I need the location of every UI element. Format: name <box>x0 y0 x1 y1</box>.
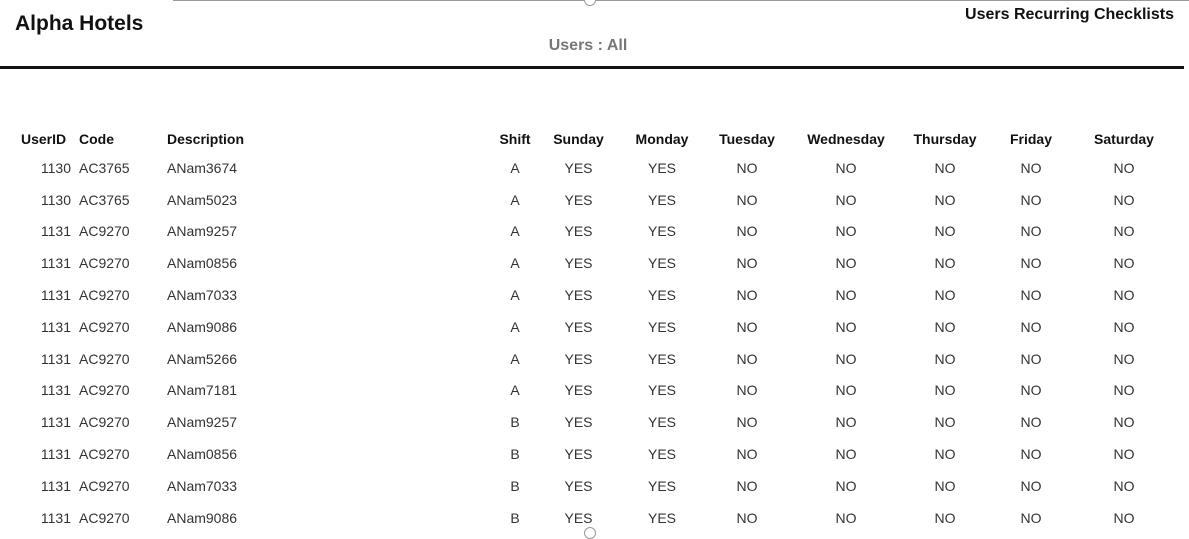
cell-thursday: NO <box>934 255 956 272</box>
cell-tuesday: NO <box>736 255 758 272</box>
col-header-friday: Friday <box>1009 130 1052 147</box>
cell-friday: NO <box>1020 414 1042 431</box>
cell-wednesday: NO <box>835 223 857 240</box>
cell-thursday: NO <box>934 509 956 526</box>
cell-monday: YES <box>647 223 676 240</box>
cell-description: ANam9086 <box>167 318 238 335</box>
cell-sunday: YES <box>564 414 593 431</box>
cell-friday: NO <box>1020 318 1042 335</box>
cell-monday: YES <box>647 191 676 208</box>
cell-thursday: NO <box>934 414 956 431</box>
table-row <box>17 502 1176 534</box>
cell-code: AC9270 <box>79 318 130 335</box>
cell-monday: YES <box>647 350 676 367</box>
cell-friday: NO <box>1020 509 1042 526</box>
cell-code: AC9270 <box>79 223 130 240</box>
cell-wednesday: NO <box>835 509 857 526</box>
cell-code: AC9270 <box>79 477 130 494</box>
cell-userid: 1131 <box>40 414 71 431</box>
cell-thursday: NO <box>934 477 956 494</box>
table-row <box>17 406 1176 438</box>
cell-shift: B <box>510 509 520 526</box>
cell-code: AC9270 <box>79 382 130 399</box>
cell-tuesday: NO <box>736 287 758 304</box>
cell-description: ANam7033 <box>167 477 238 494</box>
top-divider <box>173 0 1189 1</box>
cell-tuesday: NO <box>736 414 758 431</box>
cell-code: AC9270 <box>79 509 130 526</box>
cell-shift: B <box>510 477 520 494</box>
cell-thursday: NO <box>934 287 956 304</box>
cell-description: ANam7033 <box>167 287 238 304</box>
cell-saturday: NO <box>1113 350 1135 367</box>
checklist-table <box>17 125 1176 534</box>
cell-monday: YES <box>647 509 676 526</box>
cell-tuesday: NO <box>736 318 758 335</box>
cell-description: ANam7181 <box>167 382 238 399</box>
col-header-sunday: Sunday <box>553 130 604 147</box>
cell-shift: A <box>510 255 520 272</box>
cell-sunday: YES <box>564 255 593 272</box>
cell-sunday: YES <box>564 509 593 526</box>
cell-monday: YES <box>647 318 676 335</box>
cell-friday: NO <box>1020 477 1042 494</box>
cell-description: ANam3674 <box>167 159 238 176</box>
cell-tuesday: NO <box>736 509 758 526</box>
cell-shift: A <box>510 223 520 240</box>
cell-description: ANam0856 <box>167 255 238 272</box>
table-row <box>17 375 1176 407</box>
table-row <box>17 279 1176 311</box>
cell-userid: 1131 <box>40 287 71 304</box>
report-title: Users Recurring Checklists <box>965 6 1174 23</box>
cell-monday: YES <box>647 477 676 494</box>
cell-wednesday: NO <box>835 446 857 463</box>
cell-description: ANam5266 <box>167 350 238 367</box>
cell-sunday: YES <box>564 191 593 208</box>
table-row <box>17 343 1176 375</box>
cell-saturday: NO <box>1113 223 1135 240</box>
cell-shift: A <box>510 382 520 399</box>
table-body <box>17 152 1176 534</box>
cell-sunday: YES <box>564 287 593 304</box>
cell-saturday: NO <box>1113 318 1135 335</box>
cell-tuesday: NO <box>736 350 758 367</box>
cell-monday: YES <box>647 446 676 463</box>
cell-userid: 1130 <box>40 191 71 208</box>
cell-wednesday: NO <box>835 414 857 431</box>
cell-saturday: NO <box>1113 509 1135 526</box>
cell-userid: 1131 <box>40 350 71 367</box>
brand-title: Alpha Hotels <box>15 12 144 35</box>
cell-monday: YES <box>647 255 676 272</box>
cell-code: AC9270 <box>79 287 130 304</box>
col-header-shift: Shift <box>499 130 531 147</box>
cell-shift: A <box>510 318 520 335</box>
cell-friday: NO <box>1020 446 1042 463</box>
cell-saturday: NO <box>1113 414 1135 431</box>
cell-saturday: NO <box>1113 477 1135 494</box>
cell-shift: A <box>510 191 520 208</box>
table-row <box>17 311 1176 343</box>
cell-saturday: NO <box>1113 287 1135 304</box>
cell-monday: YES <box>647 382 676 399</box>
cell-sunday: YES <box>564 350 593 367</box>
cell-code: AC9270 <box>79 255 130 272</box>
cell-userid: 1131 <box>40 382 71 399</box>
cell-saturday: NO <box>1113 159 1135 176</box>
cell-sunday: YES <box>564 159 593 176</box>
cell-tuesday: NO <box>736 382 758 399</box>
cell-tuesday: NO <box>736 223 758 240</box>
cell-thursday: NO <box>934 159 956 176</box>
cell-description: ANam9257 <box>167 414 238 431</box>
col-header-tuesday: Tuesday <box>719 130 775 147</box>
cell-thursday: NO <box>934 318 956 335</box>
cell-saturday: NO <box>1113 191 1135 208</box>
cell-description: ANam9086 <box>167 509 238 526</box>
cell-description: ANam9257 <box>167 223 238 240</box>
table-row <box>17 470 1176 502</box>
cell-saturday: NO <box>1113 382 1135 399</box>
cell-wednesday: NO <box>835 382 857 399</box>
table-row <box>17 152 1176 184</box>
cell-shift: A <box>510 159 520 176</box>
col-header-description: Description <box>167 130 245 147</box>
cell-code: AC3765 <box>79 191 130 208</box>
cell-friday: NO <box>1020 255 1042 272</box>
cell-userid: 1131 <box>40 255 71 272</box>
cell-friday: NO <box>1020 350 1042 367</box>
cell-thursday: NO <box>934 446 956 463</box>
cell-shift: A <box>510 287 520 304</box>
cell-userid: 1131 <box>40 318 71 335</box>
cell-thursday: NO <box>934 382 956 399</box>
cell-sunday: YES <box>564 223 593 240</box>
cell-monday: YES <box>647 287 676 304</box>
resize-handle-top[interactable] <box>584 0 596 6</box>
cell-wednesday: NO <box>835 477 857 494</box>
cell-wednesday: NO <box>835 350 857 367</box>
cell-tuesday: NO <box>736 159 758 176</box>
filter-label: Users : All <box>548 37 628 54</box>
cell-tuesday: NO <box>736 446 758 463</box>
cell-sunday: YES <box>564 446 593 463</box>
cell-friday: NO <box>1020 191 1042 208</box>
cell-thursday: NO <box>934 223 956 240</box>
cell-code: AC3765 <box>79 159 130 176</box>
cell-wednesday: NO <box>835 159 857 176</box>
table-row <box>17 247 1176 279</box>
cell-monday: YES <box>647 159 676 176</box>
cell-thursday: NO <box>934 350 956 367</box>
col-header-userid: UserID <box>21 130 67 147</box>
cell-userid: 1130 <box>40 159 71 176</box>
cell-saturday: NO <box>1113 255 1135 272</box>
table-row <box>17 438 1176 470</box>
cell-code: AC9270 <box>79 446 130 463</box>
cell-wednesday: NO <box>835 255 857 272</box>
cell-description: ANam5023 <box>167 191 238 208</box>
table-header-row <box>17 125 1176 152</box>
cell-sunday: YES <box>564 382 593 399</box>
col-header-monday: Monday <box>635 130 689 147</box>
resize-handle-bottom[interactable] <box>584 527 596 539</box>
cell-wednesday: NO <box>835 318 857 335</box>
cell-description: ANam0856 <box>167 446 238 463</box>
cell-userid: 1131 <box>40 446 71 463</box>
col-header-code: Code <box>79 130 114 147</box>
cell-userid: 1131 <box>40 509 71 526</box>
cell-userid: 1131 <box>40 477 71 494</box>
cell-sunday: YES <box>564 318 593 335</box>
cell-sunday: YES <box>564 477 593 494</box>
cell-code: AC9270 <box>79 350 130 367</box>
cell-thursday: NO <box>934 191 956 208</box>
cell-saturday: NO <box>1113 446 1135 463</box>
cell-shift: B <box>510 446 520 463</box>
cell-shift: B <box>510 414 520 431</box>
header-divider <box>0 66 1184 69</box>
cell-tuesday: NO <box>736 477 758 494</box>
col-header-saturday: Saturday <box>1094 130 1154 147</box>
cell-wednesday: NO <box>835 287 857 304</box>
col-header-thursday: Thursday <box>913 130 977 147</box>
cell-code: AC9270 <box>79 414 130 431</box>
cell-friday: NO <box>1020 287 1042 304</box>
cell-friday: NO <box>1020 382 1042 399</box>
table-row <box>17 216 1176 248</box>
table-row <box>17 184 1176 216</box>
cell-wednesday: NO <box>835 191 857 208</box>
cell-shift: A <box>510 350 520 367</box>
cell-monday: YES <box>647 414 676 431</box>
cell-tuesday: NO <box>736 191 758 208</box>
cell-friday: NO <box>1020 159 1042 176</box>
col-header-wednesday: Wednesday <box>807 130 885 147</box>
cell-userid: 1131 <box>40 223 71 240</box>
cell-friday: NO <box>1020 223 1042 240</box>
